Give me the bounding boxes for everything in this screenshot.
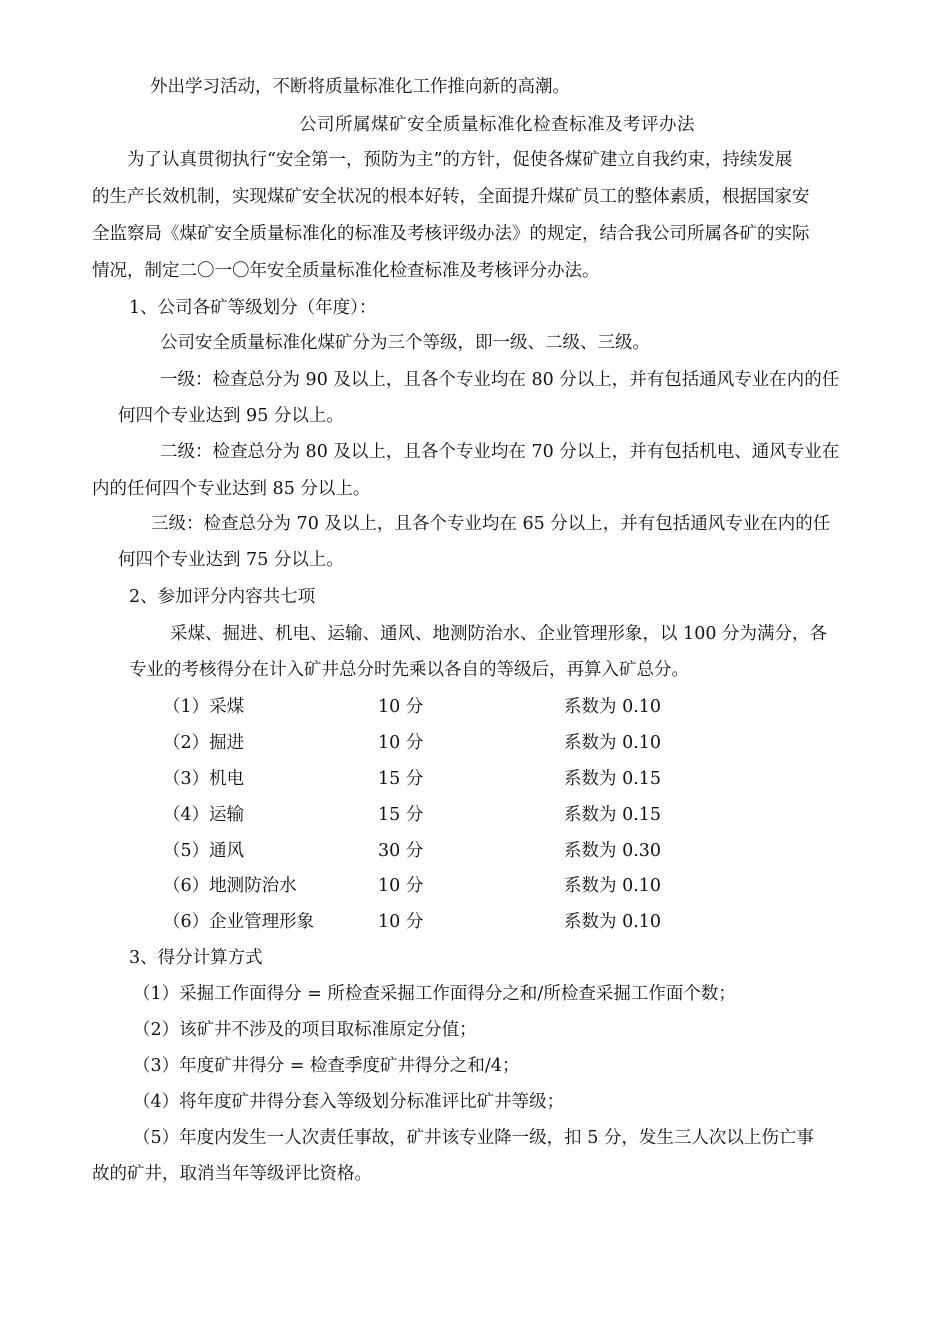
score-row [0,766,950,792]
score-row [0,873,950,899]
item-name: （5）通风 [163,841,245,861]
document-title: 公司所属煤矿安全质量标准化检查标准及考评办法 [299,115,695,135]
preamble-line: 情况，制定二〇一〇年安全质量标准化检查标准及考核评分办法。 [92,261,600,281]
calc-rule: （2）该矿井不涉及的项目取标准原定分值； [133,1020,477,1040]
grade-3-line: 三级：检查总分为 70 及以上，且各个专业均在 65 分以上，并有包括通风专业在内的任 [151,514,831,534]
intro-tail: 外出学习活动，不断将质量标准化工作推向新的高潮。 [150,77,570,97]
grade-1-line: 何四个专业达到 95 分以上。 [118,406,344,426]
item-score: 15 分 [378,805,424,825]
item-name: （6）企业管理形象 [163,912,315,932]
item-name: （4）运输 [163,805,245,825]
preamble-line: 的生产长效机制，实现煤矿安全状况的根本好转，全面提升煤矿员工的整体素质，根据国家安 [92,187,810,207]
section-heading: 3、得分计算方式 [129,948,263,968]
item-coef: 系数为 0.15 [564,769,662,789]
score-row [0,838,950,864]
preamble-line: 为了认真贯彻执行“安全第一，预防为主”的方针，促使各煤矿建立自我约束，持续发展 [127,150,793,170]
item-score: 10 分 [378,697,424,717]
item-score: 30 分 [378,841,424,861]
item-coef: 系数为 0.10 [564,912,662,932]
grade-2-line: 二级：检查总分为 80 及以上，且各个专业均在 70 分以上，并有包括机电、通风专业在 [160,442,840,462]
grade-3-line: 何四个专业达到 75 分以上。 [118,550,344,570]
item-score: 15 分 [378,769,424,789]
score-row [0,909,950,935]
item-name: （1）采煤 [163,697,245,717]
item-coef: 系数为 0.10 [564,876,662,896]
item-coef: 系数为 0.10 [564,697,662,717]
item-score: 10 分 [378,733,424,753]
grade-1-line: 一级：检查总分为 90 及以上，且各个专业均在 80 分以上，并有包括通风专业在内的任 [160,370,840,390]
grade-2-line: 内的任何四个专业达到 85 分以上。 [92,479,371,499]
calc-rule: （3）年度矿井得分 = 检查季度矿井得分之和/4； [133,1056,520,1076]
item-coef: 系数为 0.30 [564,841,662,861]
item-coef: 系数为 0.10 [564,733,662,753]
preamble-line: 全监察局《煤矿安全质量标准化的标准及考核评级办法》的规定，结合我公司所属各矿的实际 [92,224,810,244]
items-desc-line: 采煤、掘进、机电、运输、通风、地测防治水、企业管理形象，以 100 分为满分，各 [170,624,828,644]
section-heading: 1、公司各矿等级划分（年度）： [129,298,377,318]
calc-rule: （1）采掘工作面得分 = 所检查采掘工作面得分之和/所检查采掘工作面个数； [133,984,736,1004]
item-score: 10 分 [378,876,424,896]
item-name: （2）掘进 [163,733,245,753]
score-row [0,802,950,828]
section-heading: 2、参加评分内容共七项 [129,587,316,607]
item-name: （3）机电 [163,769,245,789]
calc-rule: 故的矿井，取消当年等级评比资格。 [92,1164,372,1184]
item-name: （6）地测防治水 [163,876,297,896]
calc-rule: （5）年度内发生一人次责任事故，矿井该专业降一级，扣 5 分，发生三人次以上伤亡事 [133,1128,814,1148]
item-score: 10 分 [378,912,424,932]
item-coef: 系数为 0.15 [564,805,662,825]
calc-rule: （4）将年度矿井得分套入等级划分标准评比矿井等级； [133,1092,565,1112]
grades-intro: 公司安全质量标准化煤矿分为三个等级，即一级、二级、三级。 [160,333,650,353]
score-row [0,730,950,756]
score-row [0,694,950,720]
items-desc-line: 专业的考核得分在计入矿井总分时先乘以各自的等级后，再算入矿总分。 [129,660,689,680]
